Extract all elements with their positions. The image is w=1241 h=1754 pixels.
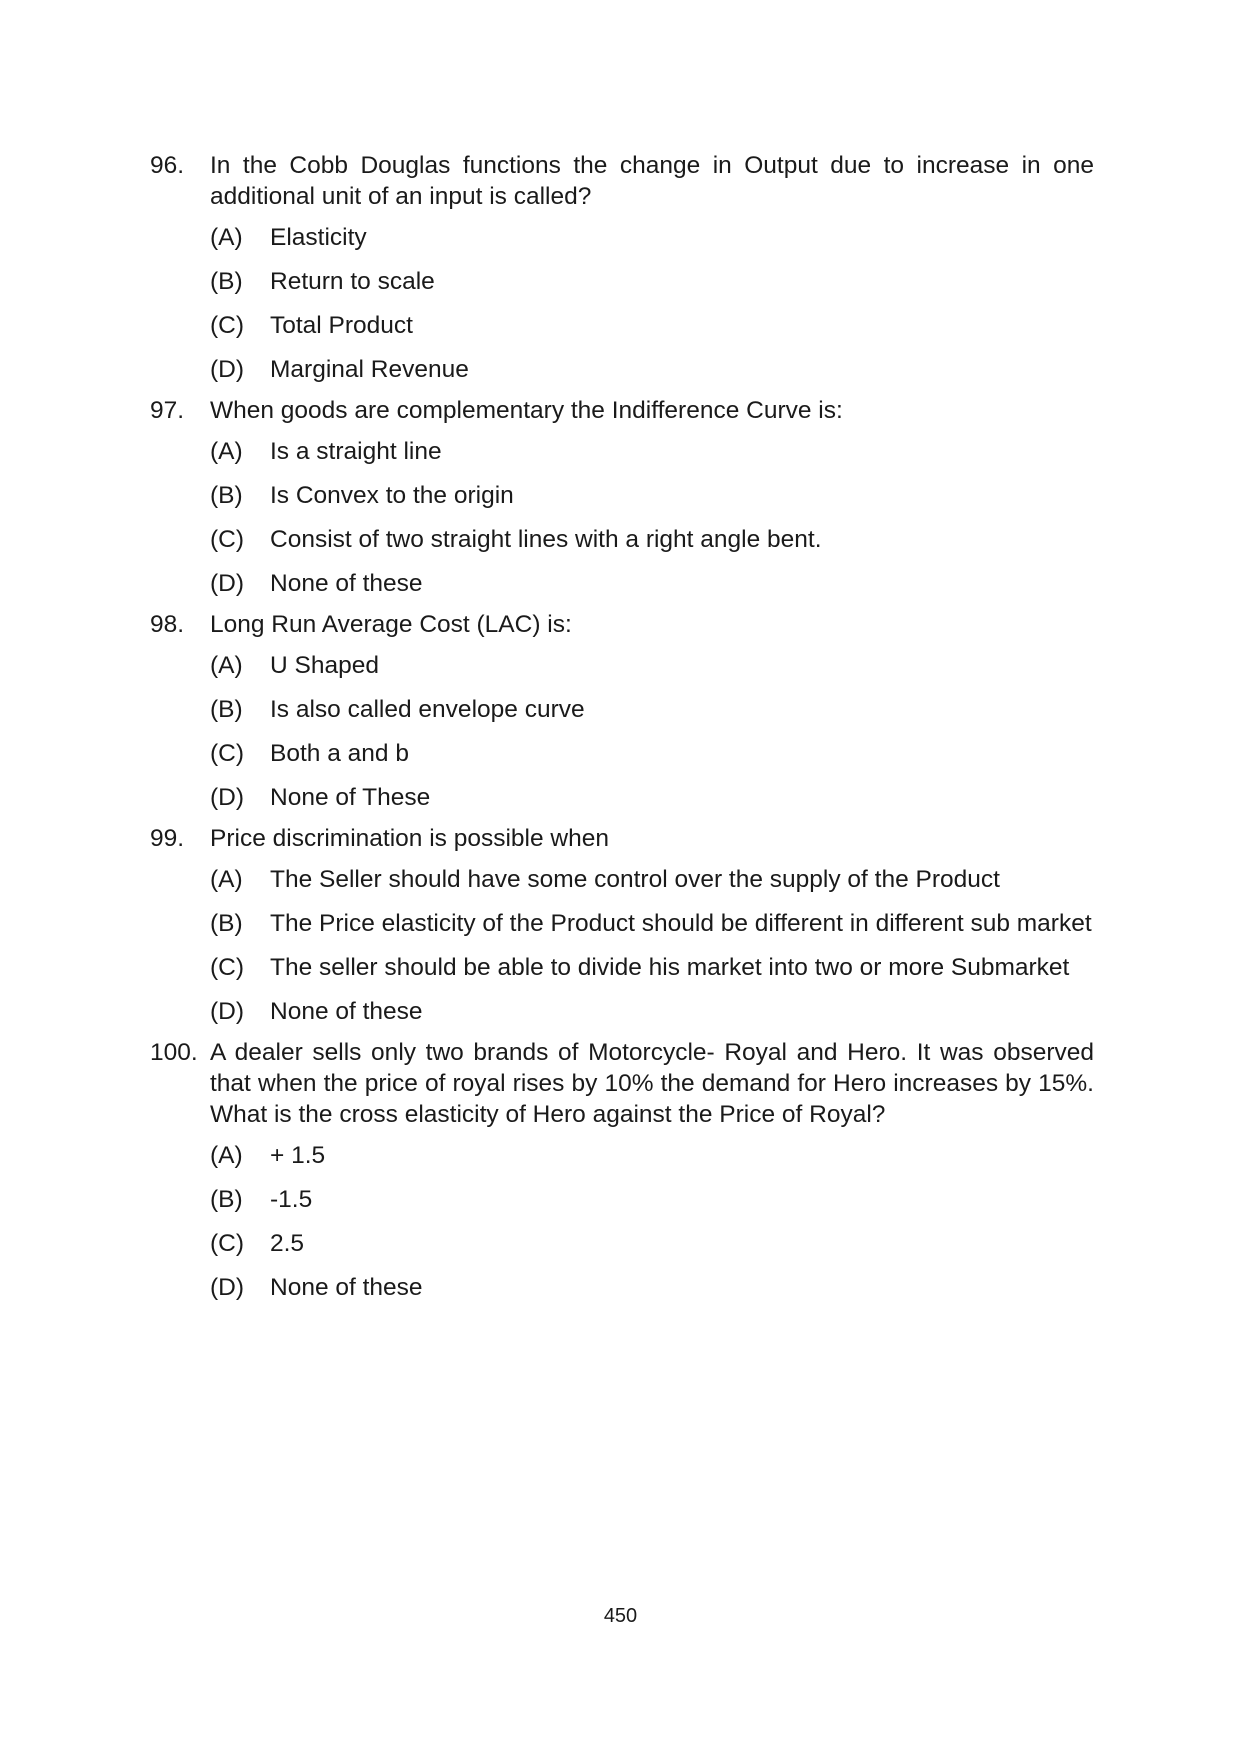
- option-label: (D): [210, 784, 245, 811]
- question-number: 99.: [150, 825, 185, 852]
- option-a: [210, 1140, 1094, 1171]
- option-list: [210, 436, 1094, 599]
- option-label: (B): [210, 268, 243, 295]
- option-text: The Seller should have some control over the supply of the Product: [270, 866, 1000, 893]
- question-text: Price discrimination is possible when: [210, 825, 609, 852]
- option-a: [210, 436, 1094, 467]
- question-97: [150, 395, 1094, 599]
- option-text: The seller should be able to divide his market into two or more Submarket: [270, 954, 1070, 981]
- question-100: [150, 1037, 1094, 1303]
- option-label: (A): [210, 438, 243, 465]
- page-number: 450: [603, 1605, 638, 1627]
- option-text: The Price elasticity of the Product should be different in different sub market: [270, 910, 1092, 937]
- question-number: 100.: [150, 1039, 198, 1066]
- option-text: Consist of two straight lines with a right angle bent.: [270, 526, 822, 553]
- option-label: (B): [210, 1186, 243, 1213]
- option-label: (D): [210, 570, 245, 597]
- option-text: Marginal Revenue: [270, 356, 469, 383]
- option-label: (C): [210, 526, 245, 553]
- option-text: Is Convex to the origin: [270, 482, 514, 509]
- option-label: (D): [210, 1274, 245, 1301]
- option-b: [210, 694, 1094, 725]
- option-a: [210, 222, 1094, 253]
- option-text: + 1.5: [270, 1142, 326, 1169]
- option-label: (B): [210, 482, 243, 509]
- option-list: [210, 1140, 1094, 1303]
- option-b: [210, 1184, 1094, 1215]
- question-number: 97.: [150, 397, 185, 424]
- option-d: [210, 996, 1094, 1027]
- option-label: (D): [210, 356, 245, 383]
- option-text: None of these: [270, 1274, 423, 1301]
- option-label: (A): [210, 224, 243, 251]
- option-label: (A): [210, 866, 243, 893]
- option-list: [210, 864, 1094, 1027]
- option-label: (A): [210, 652, 243, 679]
- option-text: -1.5: [270, 1186, 313, 1213]
- option-text: None of These: [270, 784, 431, 811]
- option-label: (B): [210, 696, 243, 723]
- question-99: [150, 823, 1094, 1027]
- option-label: (C): [210, 954, 245, 981]
- option-label: (D): [210, 998, 245, 1025]
- option-a: [210, 650, 1094, 681]
- option-text: Both a and b: [270, 740, 409, 767]
- question-text: Long Run Average Cost (LAC) is:: [210, 611, 572, 638]
- option-label: (C): [210, 1230, 245, 1257]
- option-b: [210, 266, 1094, 297]
- option-label: (B): [210, 910, 243, 937]
- question-98: [150, 609, 1094, 813]
- option-text: Elasticity: [270, 224, 367, 251]
- question-text: A dealer sells only two brands of Motorcycle- Royal and Hero. It was observed that when the price of royal rises by 10% the demand for Hero increases by 15%. What is the cross elasticity of Hero against the Price of Royal?: [210, 1039, 1094, 1128]
- option-text: U Shaped: [270, 652, 379, 679]
- option-d: [210, 782, 1094, 813]
- question-number: 96.: [150, 152, 185, 179]
- option-c: [210, 524, 1094, 555]
- option-text: Is a straight line: [270, 438, 442, 465]
- option-a: [210, 864, 1094, 895]
- option-b: [210, 480, 1094, 511]
- option-c: [210, 1228, 1094, 1259]
- option-text: None of these: [270, 998, 423, 1025]
- option-label: (C): [210, 312, 245, 339]
- option-text: Is also called envelope curve: [270, 696, 585, 723]
- option-list: [210, 650, 1094, 813]
- option-d: [210, 568, 1094, 599]
- option-list: [210, 222, 1094, 385]
- question-list: [150, 150, 1094, 1313]
- option-d: [210, 354, 1094, 385]
- option-text: 2.5: [270, 1230, 305, 1257]
- question-number: 98.: [150, 611, 185, 638]
- option-c: [210, 952, 1094, 983]
- option-c: [210, 310, 1094, 341]
- question-text: In the Cobb Douglas functions the change in Output due to increase in one additional unit of an input is called?: [210, 152, 1094, 210]
- option-c: [210, 738, 1094, 769]
- option-text: None of these: [270, 570, 423, 597]
- option-label: (A): [210, 1142, 243, 1169]
- question-text: When goods are complementary the Indifference Curve is:: [210, 397, 843, 424]
- question-96: [150, 150, 1094, 385]
- option-label: (C): [210, 740, 245, 767]
- option-text: Total Product: [270, 312, 413, 339]
- option-text: Return to scale: [270, 268, 435, 295]
- option-d: [210, 1272, 1094, 1303]
- option-b: [210, 908, 1094, 939]
